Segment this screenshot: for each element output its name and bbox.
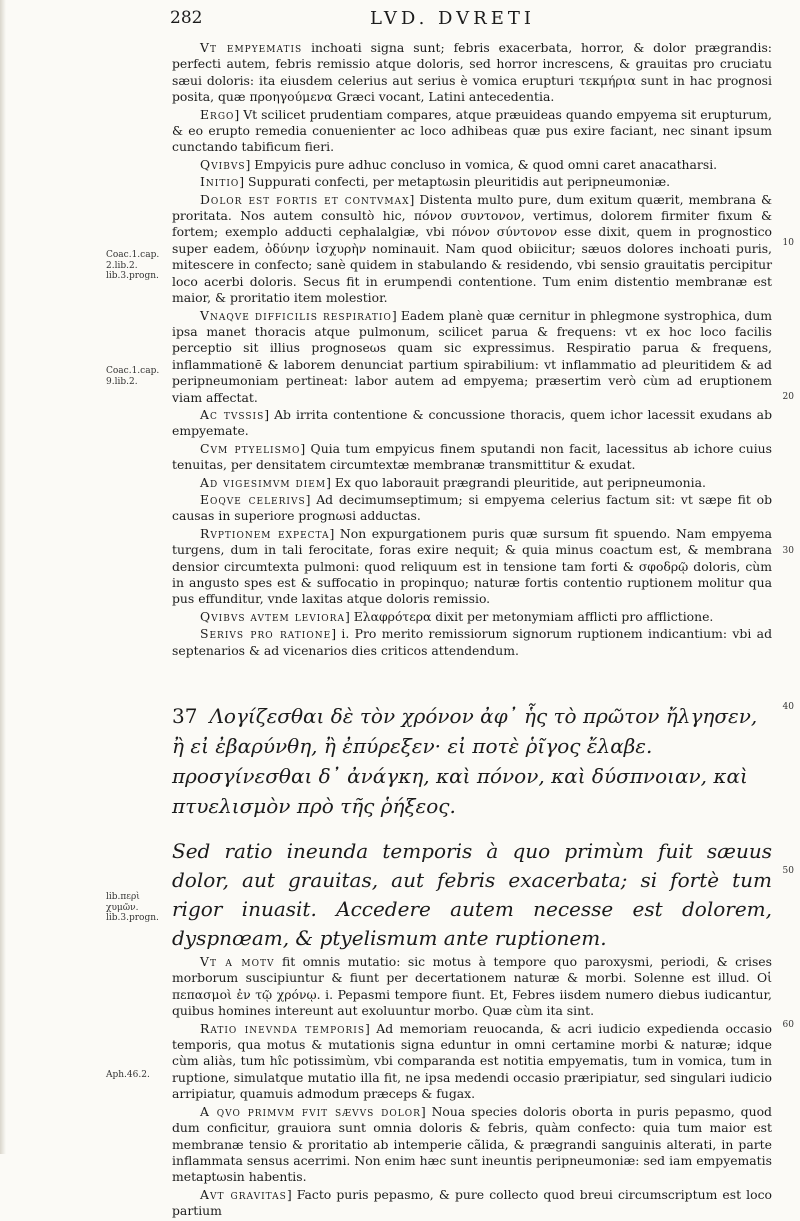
commentary-paragraph [172,492,772,525]
lemma: Rvptionem expecta [200,525,330,541]
commentary-paragraph [172,107,772,156]
commentary-paragraph [172,1187,772,1220]
commentary-paragraph [172,1021,772,1103]
paragraph-text: ] i. Pro merito remissiorum signorum ruptionem indicantium: vbi ad septenarios & ad vicenarios dies criticos attendendum. [172,626,773,658]
paragraph-text: fit omnis mutatio: sic motus à tempore quo paroxysmi, periodi, & crises morborum suscipiuntur & fiunt per decertationem naturæ & morbi. Solenne est illud. Οἱ πεπασμοὶ ἐν τῷ χρόνῳ. i. Pepasmi tempore fiunt. Et, Febres iisdem numero diebus iudicantur, quibus homines intereunt aut exoluuntur morbo. Quæ cùm ita sint. [172,954,772,1019]
paragraph-text: ] Suppurati confecti, per metaptωsin pleuritidis aut peripneumoniæ. [239,174,671,190]
lemma: Initio [200,174,240,190]
line-number: 20 [782,392,794,402]
lemma: Ad vigesimvm diem [200,474,327,490]
lemma: Vnaqve difficilis respiratio [200,307,392,323]
lemma: A qvo primvm fvit sævvs dolor [200,1103,421,1119]
page-spine-shadow [0,0,6,1154]
margin-note: Coac.1.cap. 9.lib.2. [106,366,160,387]
commentary-paragraph [172,1104,772,1186]
greek-text: Λογίζεσθαι δὲ τὸν χρόνον ἀφ᾽ ἧς τὸ πρῶτον ἤλγησεν, ἢ εἰ ἐβαρύνθη, ἢ ἐπύρεξεν· εἰ ποτὲ ῥῖγος ἔλαβε. προσγίνεσθαι δ᾽ ἀνάγκη, καὶ πόνον, καὶ δύσπνοιαν, καὶ πτυελισμὸν πρὸ τῆς ῥήξεος. [172,704,758,819]
paragraph-text: ] Distenta multo pure, dum exitum quærit, membrana & proritata. Nos autem consultò hic, πόνον συντονον, vertimus, dolorem firmiter fixum & fortem; exemplo adducti cephalalgiæ, vbi πόνον σύντονον esse dixit, quem in prognostico super eadem, ὀδύνην ἰσχυρὴν nominauit. Nam quod obiicitur; sæuos dolores inchoati puris, mitescere in confecto; sanè quidem in stabulando & residendo, vbi sensio grauitatis percipitur loco acerbi doloris. Secus fit in erumpendi contentione. Tum enim distentio membranæ est maior, & proritatio item molestior. [172,191,772,306]
commentary-paragraph [172,407,772,440]
line-number: 10 [782,238,794,248]
lemma: Qvibvs avtem leviora [200,608,345,624]
lemma: Ratio inevnda temporis [200,1020,365,1036]
lemma: Serivs pro ratione [200,626,332,642]
line-number: 40 [782,702,794,712]
commentary-paragraph [172,954,772,1020]
running-head: LVD. DVRETI [370,8,535,29]
margin-note: Coac.1.cap. 2.lib.2. lib.3.progn. [106,250,160,281]
commentary-paragraph [172,308,772,406]
commentary-paragraph [172,157,772,173]
paragraph-text: ] Facto puris pepasmo, & pure collecto quod breui circumscriptum est loco partium [172,1186,773,1219]
lemma: Cvm ptyelismo [200,440,301,456]
paragraph-text: ] Vt scilicet prudentiam compares, atque præuideas quando empyema sit erupturum, & eo erupto remedia conuenienter ac loco adhibeas quæ pus exire faciant, nec sinant ipsum cunctando tabificum fieri. [172,106,772,155]
line-number: 60 [782,1020,794,1030]
lemma: Ac tvssis [200,406,265,422]
commentary-paragraph [172,526,772,608]
paragraph-text: ] Empyicis pure adhuc concluso in vomica, & quod omni caret anacatharsi. [245,156,718,172]
paragraph-text: ] Ad memoriam reuocanda, & acri iudicio expedienda occasio temporis, qua motus & mutationis signa eduntur in omni certamine morbi & naturæ; idque cùm aliàs, tum hîc potissimùm, vbi comparanda est notitia empyematis, tum in vomica, tum in ruptione, simulatque mutatio illa fit, ne ipsa medendi occasio præripiatur, sed singulari iudicio arripiatur, quamuis admodum præceps & fugax. [172,1020,772,1102]
line-number: 30 [782,546,794,556]
latin-translation: Sed ratio ineunda temporis à quo primùm fuit sæuus dolor, aut grauitas, aut febris exacerbata; si fortè tum rigor inuasit. Accedere autem necesse est dolorem, dyspnœam, & ptyelismum ante ruptionem. [172,839,772,951]
commentary-paragraph [172,192,772,307]
lemma: Avt gravitas [200,1186,287,1202]
lemma: Ergo [200,106,235,122]
lemma: Eoqve celerivs [200,491,306,507]
commentary-text [172,40,772,1221]
commentary-block-1 [172,40,772,659]
commentary-paragraph [172,174,772,190]
commentary-paragraph [172,609,772,625]
lemma: Vt a motv [200,954,275,970]
lemma: Vt empyematis [200,40,303,55]
commentary-paragraph [172,40,772,106]
commentary-block-2 [172,954,772,1220]
paragraph-text: ] Ex quo laborauit prægrandi pleuritide, aut peripneumonia. [326,474,706,490]
line-number: 50 [782,866,794,876]
page-number: 282 [170,8,203,28]
paragraph-text: ] Eadem planè quæ cernitur in phlegmone systrophica, dum ipsa manet thoracis atque pulmonum, scilicet parua & frequens: vt ex hoc loco facilis perceptio sit illius prognoseωs quam sic expressimus. Respiratio parua & frequens, inflammationē & laborem denunciat partium spirabilium: vt inflammatio ad pleuritidem & ad peripneumoniam pertineat: labor autem ad empyema; præsertim verò cùm ad eruptionem viam affectat. [172,307,772,405]
margin-note: Aph.46.2. [106,1070,150,1080]
paragraph-text: inchoati signa sunt; febris exacerbata, horror, & dolor prægrandis: perfecti autem, febris remissio atque doloris, sed horror increscens, & grauitas pro cruciatu sæui doloris: ita eiusdem celerius aut serius è vomica erupturi τεκμήρια sunt in hac prognosi posita, quæ προηγούμενα Græci vocant, Latini antecedentia. [172,40,772,105]
page-header [170,8,770,34]
commentary-paragraph [172,626,772,659]
paragraph-text: ] Ad decimumseptimum; si empyema celerius factum sit: vt sæpe fit ob causas in superiore prognωsi adductas. [172,491,772,524]
paragraph-text: ] Ab irrita contentione & concussione thoracis, quem ichor lacessit exudans ab empyemate. [172,406,772,439]
lemma: Dolor est fortis et contvmax [200,191,410,207]
paragraph-text: ] Ελαφρότερα dixit per metonymiam afflicti pro afflictione. [344,608,714,624]
margin-note: lib.περὶ χυμῶν. lib.3.progn. [106,892,159,923]
lemma: Qvibvs [200,156,246,172]
commentary-paragraph [172,475,772,491]
paragraph-text: ] Quia tum empyicus finem sputandi non facit, lacessitus ab ichore cuius tenuitas, per densitatem circumtextæ membranæ transmittitur & exudat. [172,440,773,473]
aphorism-number: 37 [172,704,198,729]
paragraph-text: ] Noua species doloris oborta in puris pepasmo, quod dum conficitur, grauiora sunt omnia doloris & febris, quàm confecto: quia tum maior est membranæ tensio & proritatio ab intemperie cãlida, & prægrandi sanguinis alterati, in parte inflammata sensus acerrimi. Non enim hæc sunt ineuntis peripneumoniæ: sed iam empyematis metaptωsin habentis. [172,1103,772,1185]
commentary-paragraph [172,441,772,474]
greek-aphorism [172,701,772,821]
paragraph-text: ] Non expurgationem puris quæ sursum fit spuendo. Nam empyema turgens, dum in tali ferocitate, foras exire nequit; & quia minus coactum est, & membrana densior circumtexta pulmoni: quod reliquum est in tensione tam forti & σφοδρῷ doloris, cùm in angusto spes est & suffocatio in propinquo; naturæ fortis contentio ruptionem molitur qua pus effunditur, vnde laxitas atque doloris remissio. [172,525,772,607]
